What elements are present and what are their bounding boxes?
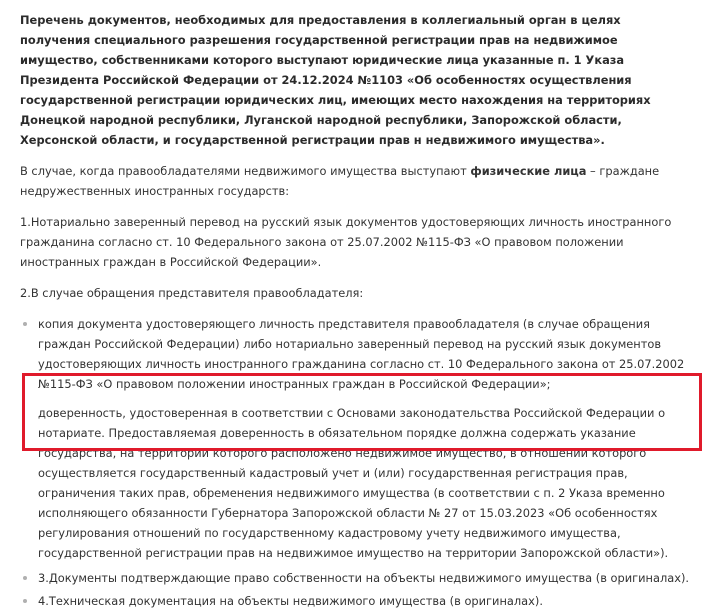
item-2-paragraph: 2.В случае обращения представителя правообладателя: [20, 286, 364, 300]
bullet-dot-icon [23, 322, 27, 326]
bullet-dot-icon [23, 576, 27, 580]
intro-paragraph: Перечень документов, необходимых для предоставления в коллегиальный орган в целях получения специального разрешения государственной регистрации прав на недвижимое имущество, собственниками которого выступают юридические лица указанные п. 1 Указа Президента Российской Федерации от 24.12.2024 №1103 «Об особенностях осуществления государственной регистрации юридических лиц, имеющих место нахождения на территориях Донецкой народной республики, Луганской народной республики, Запорожской области, Херсонской области, и государственной регистрации прав н недвижимого имущества». [20, 13, 651, 147]
list-item-power-of-attorney [20, 403, 692, 563]
list-item-copy-text: копия документа удостоверяющего личность представителя правообладателя (в случае обращения граждан Российской Федерации) либо нотариально заверенный перевод на русский язык документов удостоверяющих личность иностранного гражданина согласно ст. 10 Федерального закона от 25.07.2002 №115-ФЗ «О правовом положении иностранных граждан в Российской Федерации»; [38, 317, 685, 391]
list-item-copy [20, 314, 692, 394]
item-1-paragraph: 1.Нотариально заверенный перевод на русский язык документов удостоверяющих личность иностранного гражданина согласно ст. 10 Федерального закона от 25.07.2002 №115-ФЗ «О правовом положении иностранных граждан в Российской Федерации». [20, 215, 672, 269]
list-item-3 [20, 568, 692, 588]
case-text-after: – граждане недружественных иностранных государств: [20, 164, 660, 198]
case-text-bold: физические лица [470, 164, 587, 178]
list-item-4 [20, 591, 692, 611]
bullet-list [20, 314, 692, 611]
document-body [20, 10, 692, 614]
list-item-3-text: 3.Документы подтверждающие право собственности на объекты недвижимого имущества (в оригиналах). [38, 571, 690, 585]
list-item-4-text: 4.Техническая документация на объекты недвижимого имущества (в оригиналах). [38, 594, 543, 608]
bullet-dot-icon [23, 599, 27, 603]
list-item-power-text: доверенность, удостоверенная в соответствии с Основами законодательства Российской Федерации о нотариате. Предоставляемая доверенность в обязательном порядке должна содержать указание государства, на территории которого расположено недвижимое имущество, в отношении которого осуществляется государственный кадастровый учет и (или) государственная регистрация прав, ограничения таких прав, обременения недвижимого имущества (в соответствии с п. 2 Указа временно исполняющего обязанности Губернатора Запорожской области № 27 от 15.03.2023 «Об особенностях регулирования отношений по государственному кадастровому учету недвижимого имущества, государственной регистрации прав на недвижимое имущество на территории Запорожской области»). [38, 406, 669, 560]
case-paragraph [20, 161, 692, 201]
case-text-before: В случае, когда правообладателями недвижимого имущества выступают [20, 164, 471, 178]
